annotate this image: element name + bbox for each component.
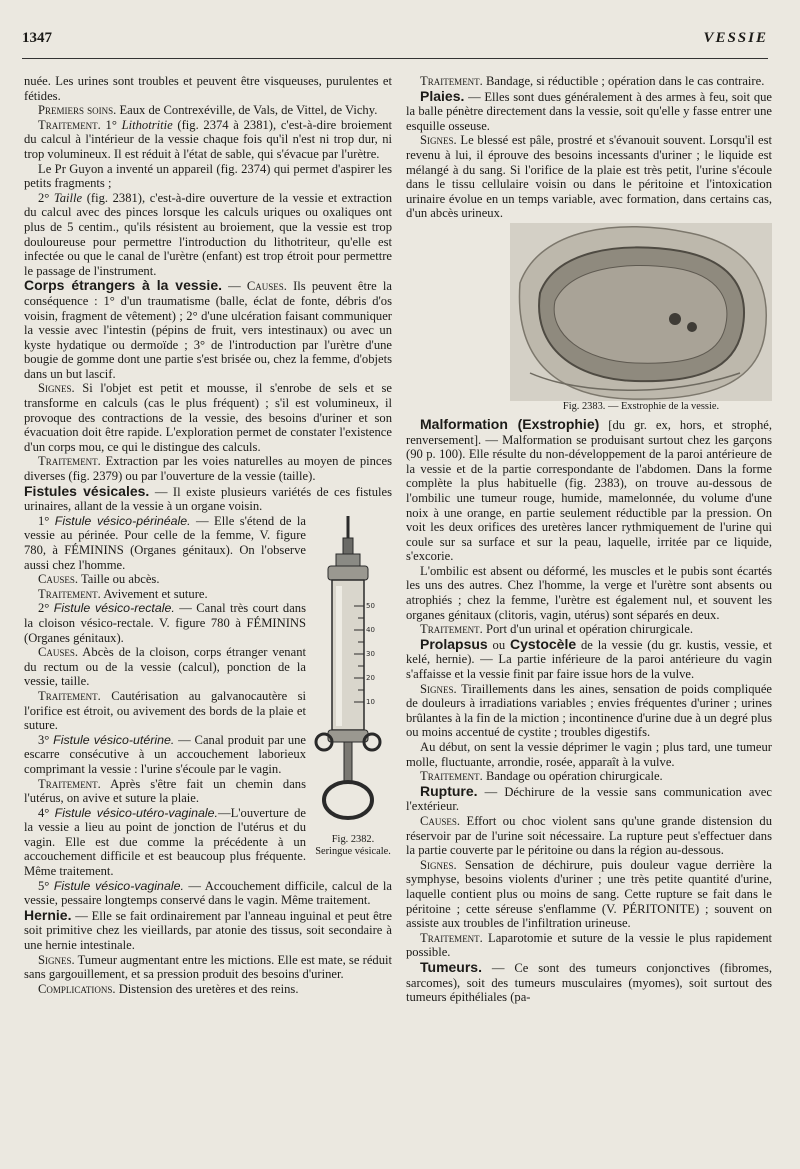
- paragraph: Causes. Taille ou abcès.: [38, 572, 160, 587]
- paragraph: 1° Fistule vésico-périnéale. — Elle s'étend de la vessie au périnée. Pour celle de la femme, V. figure 780, à FÉMININS (Organes génitaux). On l'observe aussi chez l'homme.: [24, 513, 306, 572]
- entry-tumeurs: Tumeurs. — Ce sont des tumeurs conjonctives (fibromes, sarcomes), soit des tumeurs musculaires (myomes), soit surtout des tumeurs épithéliales (pa-: [406, 958, 772, 1005]
- syringe-illustration: [314, 516, 392, 834]
- exstrophy-illustration: [510, 223, 772, 401]
- entry-corps-etrangers: Corps étrangers à la vessie. — Causes. Ils peuvent être la conséquence : 1° d'un traumatisme (balle, éclat de fonte, débris d'os voisin, fragment de vêtement) ; 2° d'une ulcération faisant communiquer la vessie avec l'intestin (pépins de fruit, vers intestinaux) ou avec un kyste hydatique ou dermoïde ; 3° de l'introduction par l'urètre d'une bougie de gomme dont une partie s'est brisée ou, chez la femme, d'objets dans un but lascif.: [24, 277, 392, 381]
- paragraph: Traitement. Bandage, si réductible ; opération dans le cas contraire.: [420, 74, 765, 88]
- running-head: VESSIE: [703, 30, 768, 46]
- entry-title: Malformation (Exstrophie): [420, 415, 600, 432]
- scale-label: 50: [366, 601, 375, 610]
- paragraph: Le Pr Guyon a inventé un appareil (fig. 2374) qui permet d'aspirer les petits fragments ;: [24, 161, 392, 191]
- paragraph: Signes. Sensation de déchirure, puis douleur vague derrière la symphyse, besoins violents d'uriner ; une très petite quantité d'urine, laquelle contient plus ou moins de sang. Cette rupture se fait dans le péritoine ; cette séreuse s'enflamme (V. PÉRITONITE) ; souvent on assiste aux troubles de l'infiltration urineuse.: [406, 857, 772, 931]
- paragraph: 4° Fistule vésico-utéro-vaginale.—L'ouverture de la vessie a lieu au point de jonction de l'utérus et du vagin. Elle est due comme la précédente à un accouchement difficile et est beaucoup plus fréquente. Même traitement.: [24, 805, 306, 879]
- entry-malformation: Malformation (Exstrophie) [du gr. ex, hors, et strophé, renversement]. — Malformation se produisant surtout chez les garçons (90 p. 100). Elle résulte du non-développement de la paroi antérieure de la vessie et de la partie correspondante de l'abdomen. Dans la forme complète la plus habituelle (fig. 2383), on trouve au-dessous de l'ombilic une tumeur rouge, humide, mamelonnée, du volume d'une noix à une orange, en partie seulement réductible par la pression. On voit les deux orifices des uretères lancer rythmiquement de l'urine qui coule sur sa surface et sur la peau, laquelle, irritée par ce liquide, s'excorie.: [406, 415, 772, 564]
- page-number: 1347: [22, 30, 52, 46]
- left-column: [24, 74, 392, 996]
- entry-title: Cystocèle: [510, 635, 577, 652]
- paragraph: Traitement. Bandage ou opération chirurgicale.: [420, 769, 663, 784]
- entry-fistules: Fistules vésicales. — Il existe plusieurs variétés de ces fistules urinaires, allant de la vessie à un organe voisin.: [24, 482, 393, 514]
- paragraph: nuée. Les urines sont troubles et peuvent être visqueuses, purulentes et fétides.: [24, 74, 392, 103]
- header-rule: [22, 58, 768, 59]
- paragraph: Signes. Si l'objet est petit et mousse, il s'enrobe de sels et se transforme en calculs (cas le plus fréquent) ; s'il est volumineux, il provoque des contractions de la vessie, des besoins d'uriner et son évacuation doit être rapide. L'exploration permet de constater l'existence d'un corps mou, ce qui le distingue des calculs.: [24, 381, 392, 454]
- entry-title: Hernie.: [24, 906, 72, 923]
- entry-prolapsus: Prolapsus ou Cystocèle de la vessie (du gr. kustis, vessie, et kelé, hernie). — La partie inférieure de la paroi antérieure du vagin s'affaisse et la vessie finit par faire issue hors de la vulve.: [406, 635, 772, 682]
- paragraph: Traitement. 1° Lithotritie (fig. 2374 à 2381), c'est-à-dire broiement du calcul à l'intérieur de la vessie chaque fois qu'il n'est ni trop dur, ni trop volumineux. Il est réduit à l'état de sable, qui s'évacue par l'urètre.: [24, 117, 392, 161]
- entry-title: Corps étrangers à la vessie.: [24, 277, 222, 294]
- paragraph: 2° Fistule vésico-rectale. — Canal très court dans la cloison vésico-rectale. V. figure 780 à FÉMININS (Organes génitaux).: [24, 601, 306, 645]
- entry-title: Prolapsus: [420, 635, 488, 652]
- paragraph: Traitement. Laparotomie et suture de la vessie le plus rapidement possible.: [406, 930, 772, 960]
- entry-rupture: Rupture. — Déchirure de la vessie sans communication avec l'extérieur.: [406, 782, 772, 814]
- paragraph: Signes. Tiraillements dans les aines, sensation de poids compliquée de douleurs à irradiations variables ; envies fréquentes d'uriner ; urines brûlantes à la fin de la miction ; incontinence d'urine due à un degré plus ou moins accentué de cystite ; troubles digestifs.: [406, 681, 772, 740]
- scale-label: 20: [366, 673, 375, 682]
- paragraph: Traitement. Avivement et suture.: [38, 586, 208, 601]
- entry-title: Rupture.: [420, 782, 478, 799]
- paragraph: Traitement. Extraction par les voies naturelles au moyen de pinces diverses (fig. 2379) ou par l'ouverture de la vessie (taille).: [24, 454, 392, 484]
- entry-hernie: Hernie. — Elle se fait ordinairement par l'anneau inguinal et peut être soit primitive chez les vieillards, par atonie des tissus, soit secondaire à une hernie intestinale.: [24, 906, 392, 953]
- paragraph: Traitement. Cautérisation au galvanocautère si l'orifice est étroit, ou avivement des bords de la plaie et suture.: [24, 688, 306, 733]
- figure-2383-caption: Fig. 2383. — Exstrophie de la vessie.: [562, 400, 720, 412]
- right-column: [406, 74, 772, 1005]
- paragraph: Causes. Effort ou choc violent sans qu'une grande distension du réservoir par de l'urine soit nécessaire. La rupture peut s'effectuer dans la partie couverte par le péritoine ou dans la région au-dessous.: [406, 813, 772, 858]
- paragraph: Premiers soins. Eaux de Contrexéville, de Vals, de Vittel, de Vichy.: [38, 103, 378, 118]
- paragraph: L'ombilic est absent ou déformé, les muscles et le pubis sont écartés les uns des autres. Chez l'homme, la verge et l'urètre sont absents ou atrophiés ; chez la femme, l'urètre est également nul, et souvent les organes génitaux (clitoris, vagin, utérus) sont séparés en deux.: [406, 563, 772, 622]
- paragraph: 3° Fistule vésico-utérine. — Canal produit par une escarre consécutive à un accouchement laborieux comprimant la vessie : l'urine s'écoule par le vagin.: [24, 732, 307, 776]
- entry-title: Plaies.: [420, 87, 465, 104]
- figure-2382-caption: Fig. 2382. Seringue vésicale.: [315, 833, 391, 857]
- paragraph: Complications. Distension des uretères et des reins.: [38, 981, 299, 996]
- paragraph: Causes. Abcès de la cloison, corps étranger venant du rectum ou de la vessie (calcul), ponction de la vessie, taille.: [24, 645, 306, 689]
- paragraph: 5° Fistule vésico-vaginale. — Accouchement difficile, calcul de la vessie, pessaire longtemps conservé dans le vagin. Même traitement.: [24, 878, 392, 908]
- figure-2382-syringe: [314, 516, 392, 866]
- scale-label: 10: [366, 697, 375, 706]
- paragraph: Traitement. Port d'un urinal et opération chirurgicale.: [420, 622, 693, 637]
- paragraph: Signes. Le blessé est pâle, prostré et s'évanouit souvent. Lorsqu'il est revenu à lui, il éprouve des besoins incessants d'uriner ; le liquide est mélangé à du sang. Si l'orifice de la plaie est très petit, l'urine s'écoule dans le tissu cellulaire voisin ou dans le péritoine et l'intoxication urinaire évolue en un temps variable, avec formation, dans certains cas, d'un abcès urineux.: [406, 133, 772, 221]
- entry-plaies: Plaies. — Elles sont dues généralement à des armes à feu, soit que la balle pénètre directement dans la vessie, soit qu'elle y fasse entrer une esquille osseuse.: [406, 87, 772, 133]
- scale-label: 40: [366, 625, 375, 634]
- paragraph: Au début, on sent la vessie déprimer le vagin ; plus tard, une tumeur molle, fluctuante, arrondie, rosée, apparaît à la vulve.: [406, 740, 772, 769]
- scale-label: 30: [366, 649, 375, 658]
- paragraph: 2° Taille (fig. 2381), c'est-à-dire ouverture de la vessie et extraction du calcul avec des pinces lorsque les calculs uriques ou oxaliques ont plus de 5 centim., qu'ils résistent au broiement, que la vessie est trop douloureuse pour permettre l'introduction du lithotriteur, qu'elle est infectée ou que le canal de l'urètre (enfant) est trop étroit pour permettre le passage de l'instrument.: [24, 190, 392, 278]
- page-header: [22, 30, 768, 56]
- paragraph: Traitement. Après s'être fait un chemin dans l'utérus, on avive et suture la plaie.: [24, 776, 306, 806]
- paragraph: Signes. Tumeur augmentant entre les mictions. Elle est mate, se réduit sans gargouillement, et sa pression produit des besoins d'uriner.: [24, 952, 392, 982]
- entry-title: Fistules vésicales.: [24, 482, 150, 499]
- entry-title: Tumeurs.: [420, 958, 482, 975]
- figure-2383-exstrophy: [510, 223, 772, 413]
